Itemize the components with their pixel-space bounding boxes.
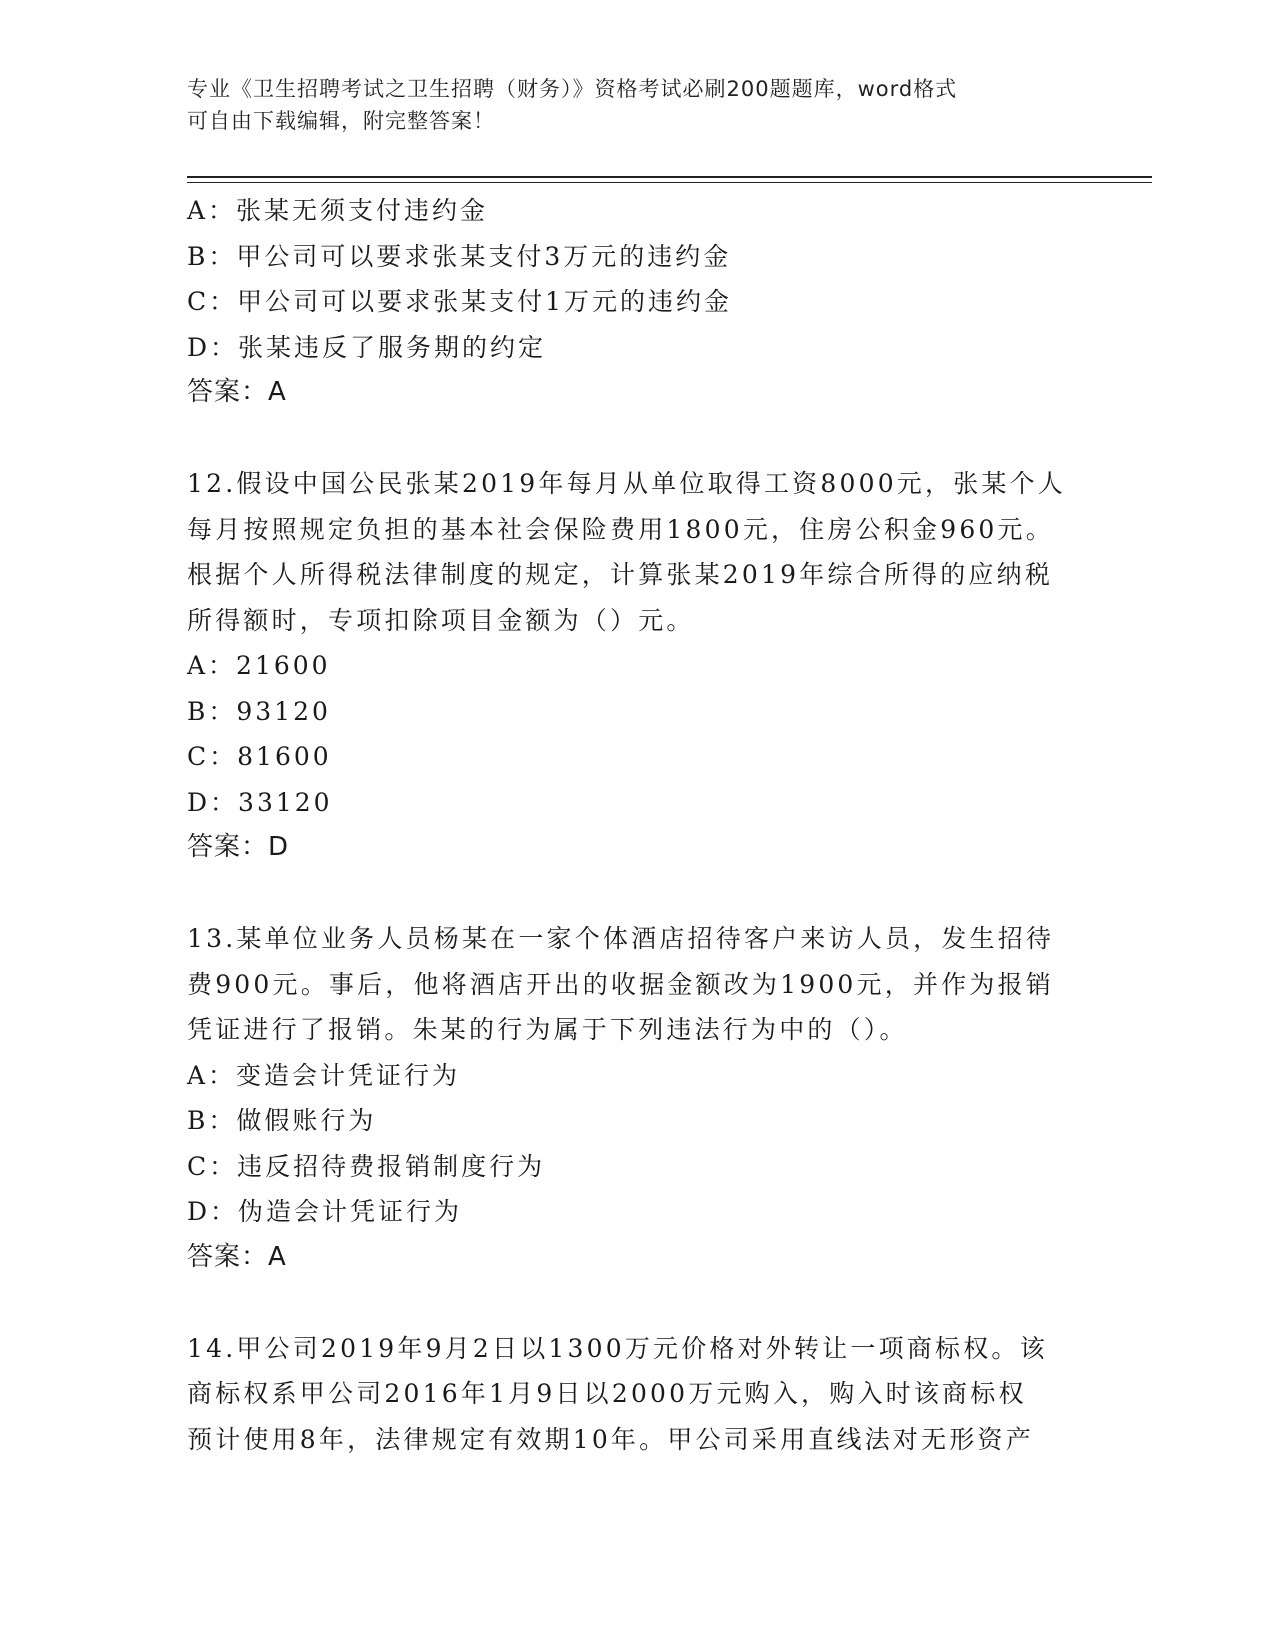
header-divider-thick	[187, 176, 1152, 178]
answer: 答案：A	[187, 1241, 287, 1272]
option-b: B：做假账行为	[187, 1106, 377, 1135]
option-a: A：21600	[187, 651, 331, 680]
option-a: A：变造会计凭证行为	[187, 1060, 461, 1090]
spacer	[187, 871, 1087, 917]
question-text-line: 费900元。事后，他将酒店开出的收据金额改为1900元，并作为报销	[187, 969, 1054, 999]
question-text-line: 商标权系甲公司2016年1月9日以2000万元购入，购入时该商标权	[187, 1379, 1027, 1408]
question-text-line: 14.甲公司2019年9月2日以1300万元价格对外转让一项商标权。该	[187, 1333, 1048, 1363]
question-14	[187, 1326, 1087, 1463]
question-text-line: 12.假设中国公民张某2019年每月从单位取得工资8000元，张某个人	[187, 469, 1067, 498]
question-text-line: 预计使用8年，法律规定有效期10年。甲公司采用直线法对无形资产	[187, 1424, 1034, 1454]
question-text-line: 13.某单位业务人员杨某在一家个体酒店招待客户来访人员，发生招待	[187, 924, 1055, 953]
option-d: D：张某违反了服务期的约定	[187, 332, 547, 362]
question-text-line: 每月按照规定负担的基本社会保险费用1800元，住房公积金960元。	[187, 514, 1054, 544]
option-d: D：33120	[187, 787, 333, 817]
question-content	[187, 188, 1087, 1462]
option-c: C：违反招待费报销制度行为	[187, 1151, 546, 1181]
header-divider-thin	[187, 182, 1152, 183]
spacer	[187, 416, 1087, 462]
option-a: A：张某无须支付违约金	[187, 196, 489, 225]
question-13	[187, 916, 1087, 1280]
option-d: D：伪造会计凭证行为	[187, 1197, 463, 1226]
question-text-line: 根据个人所得税法律制度的规定，计算张某2019年综合所得的应纳税	[187, 560, 1054, 589]
document-header	[187, 73, 1067, 137]
option-b: B：甲公司可以要求张某支付3万元的违约金	[187, 241, 732, 271]
answer: 答案：D	[187, 832, 290, 862]
question-text-line: 所得额时，专项扣除项目金额为（）元。	[187, 605, 695, 635]
question-12	[187, 461, 1087, 871]
option-c: C：甲公司可以要求张某支付1万元的违约金	[187, 287, 733, 316]
option-b: B：93120	[187, 696, 331, 726]
header-line-2: 可自由下载编辑，附完整答案！	[187, 109, 495, 133]
question-11-options	[187, 188, 1087, 416]
header-line-1: 专业《卫生招聘考试之卫生招聘（财务）》资格考试必刷200题题库，word格式	[187, 77, 958, 101]
answer: 答案：A	[187, 377, 287, 407]
option-c: C：81600	[187, 742, 332, 771]
spacer	[187, 1280, 1087, 1326]
question-text-line: 凭证进行了报销。朱某的行为属于下列违法行为中的（）。	[187, 1015, 908, 1044]
